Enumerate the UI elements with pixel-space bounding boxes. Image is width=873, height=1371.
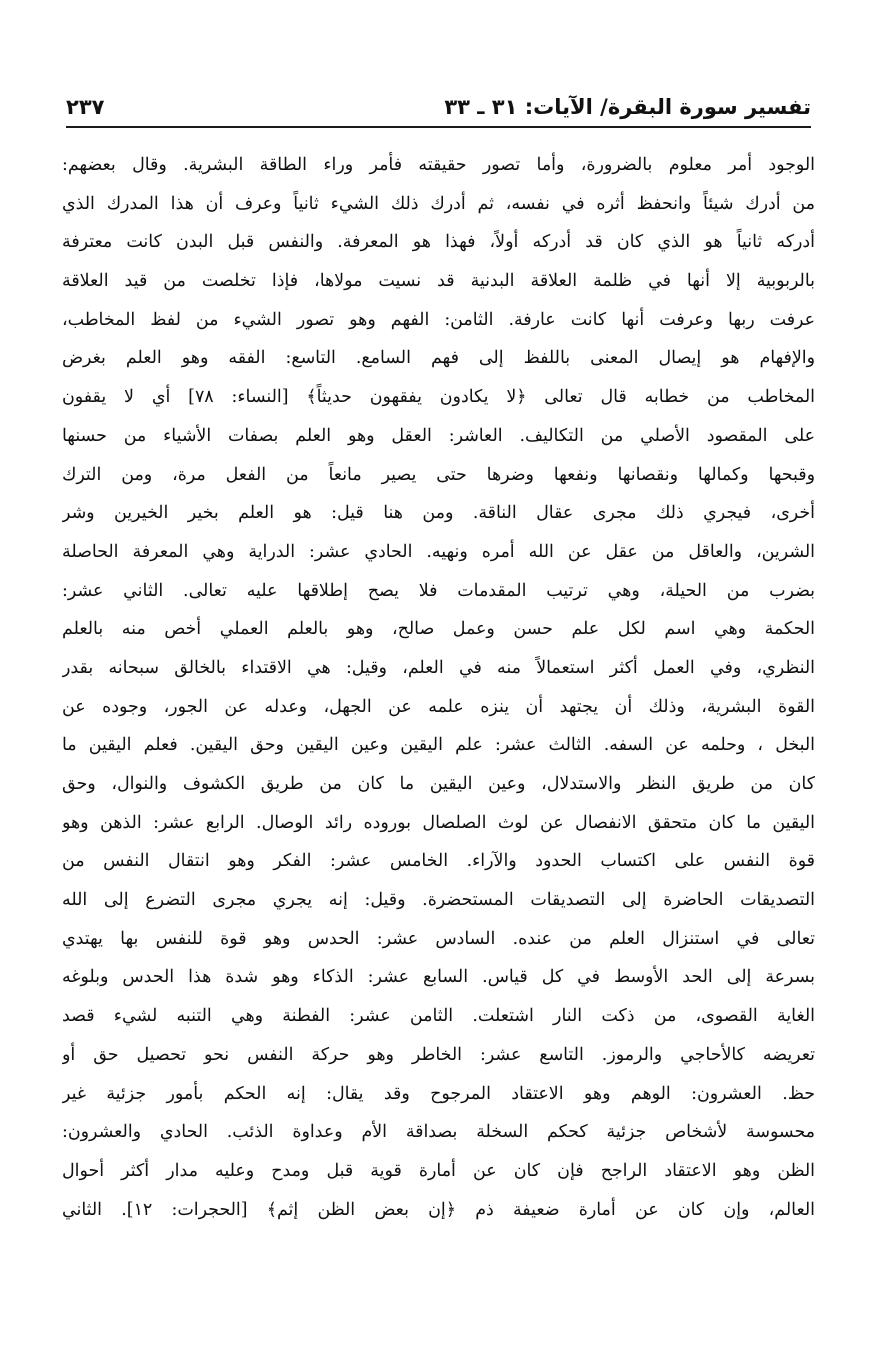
text-line: على المقصود الأصلي من التكاليف. العاشر: العقل وهو العلم بصفات الأشياء من حسنها — [62, 425, 815, 446]
text-line: المخاطب من خطابه قال تعالى ﴿لا يكادون يفقهون حديثاً﴾ [النساء: ٧٨] أي لا يقفون — [62, 387, 815, 408]
text-line: الحكمة وهي اسم لكل علم حسن وعمل صالح، وهو بالعلم العملي أخص منه بالعلم — [62, 619, 815, 640]
text-line: قوة النفس على اكتساب الحدود والآراء. الخامس عشر: الفكر وهو انتقال النفس من — [62, 851, 815, 872]
text-line: من أدرك شيئاً وانحفظ أثره في نفسه، ثم أدرك ذلك الشيء ثانياً وعرف أن هذا المدرك الذي — [62, 193, 815, 214]
text-line: العالم، وإن كان عن أمارة ضعيفة ذم ﴿إن بعض الظن إثم﴾ [الحجرات: ١٢]. الثاني — [62, 1199, 815, 1220]
text-line: النظري، وفي العمل أكثر استعمالاً منه في العلم، وقيل: هي الاقتداء بالخالق سبحانه بقدر — [62, 657, 815, 678]
text-line: بضرب من الحيلة، وهي ترتيب المقدمات فلا يصح إطلاقها عليه تعالى. الثاني عشر: — [62, 580, 815, 601]
text-line: بالربوبية إلا أنها في ظلمة العلاقة البدنية قد نسيت مولاها، فإذا تخلصت من قيد العلاقة — [62, 271, 815, 292]
text-line: عرفت ربها وعرفت أنها كانت عارفة. الثامن: الفهم وهو تصور الشيء من لفظ المخاطب، — [62, 309, 815, 330]
body-text — [62, 146, 815, 1229]
text-line: محسوسة لأشخاص جزئية كحكم السخلة بصداقة الأم وعداوة الذئب. الحادي والعشرون: — [62, 1122, 815, 1143]
text-line: حظ. العشرون: الوهم وهو الاعتقاد المرجوح وقد يقال: إنه الحكم بأمور جزئية غير — [62, 1083, 815, 1104]
running-title: تفسير سورة البقرة/ الآيات: ٣١ ـ ٣٣ — [444, 95, 811, 119]
text-line: وقبحها وكمالها ونقصانها ونفعها وضرها حتى يصير مانعاً من الفعل مرة، ومن الترك — [62, 464, 815, 485]
text-line: الظن وهو الاعتقاد الراجح فإن كان عن أمارة قوية قبل ومدح وعليه مدار أكثر أحوال — [62, 1160, 815, 1181]
text-line: القوة البشرية، وذلك أن يجتهد أن ينزه علمه عن الجهل، وعدله عن الجور، وجوده عن — [62, 696, 815, 717]
page-number: ٢٣٧ — [66, 95, 105, 119]
text-line: كان من طريق النظر والاستدلال، وعين اليقين ما كان من طريق الكشوف والنوال، وحق — [62, 774, 815, 794]
text-line: أخرى، فيجري ذلك مجرى عقال الناقة. ومن هنا قيل: هو العلم بخير الخيرين وشر — [62, 503, 815, 524]
text-line: بسرعة إلى الحد الأوسط في كل قياس. السابع عشر: الذكاء وهو شدة هذا الحدس وبلوغه — [62, 967, 815, 988]
text-line: الوجود أمر معلوم بالضرورة، وأما تصور حقيقته فأمر وراء الطاقة البشرية. وقال بعضهم: — [62, 155, 815, 175]
text-line: تعالى في استنزال العلم من عنده. السادس عشر: الحدس وهو قوة للنفس بها يهتدي — [62, 928, 815, 949]
text-line: تعريضه كالأحاجي والرموز. التاسع عشر: الخاطر وهو حركة النفس نحو تحصيل حق أو — [62, 1044, 815, 1065]
text-line: اليقين ما كان متحقق الانفصال عن لوث الصلصال بوروده رائد الوصال. الرابع عشر: الذهن وهو — [62, 812, 815, 833]
text-line: أدركه ثانياً هو الذي كان قد أدركه أولاً، فهذا هو المعرفة. والنفس قبل البدن كانت معترفة — [62, 232, 815, 253]
text-line: البخل ، وحلمه عن السفه. الثالث عشر: علم اليقين وعين اليقين وحق اليقين. فعلم اليقين ما — [62, 735, 815, 756]
text-line: والإفهام هو إيصال المعنى باللفظ إلى فهم السامع. التاسع: الفقه وهو العلم بغرض — [62, 348, 815, 369]
text-line: التصديقات الحاضرة إلى التصديقات المستحضرة. وقيل: إنه يجري مجرى التضرع إلى الله — [62, 890, 815, 911]
text-line: الشرين، والعاقل من عقل عن الله أمره ونهيه. الحادي عشر: الدراية وهي المعرفة الحاصلة — [62, 541, 815, 562]
text-line: الغاية القصوى، من ذكت النار اشتعلت. الثامن عشر: الفطنة وهي التنبه لشيء قصد — [62, 1006, 815, 1027]
page-header — [66, 88, 811, 128]
